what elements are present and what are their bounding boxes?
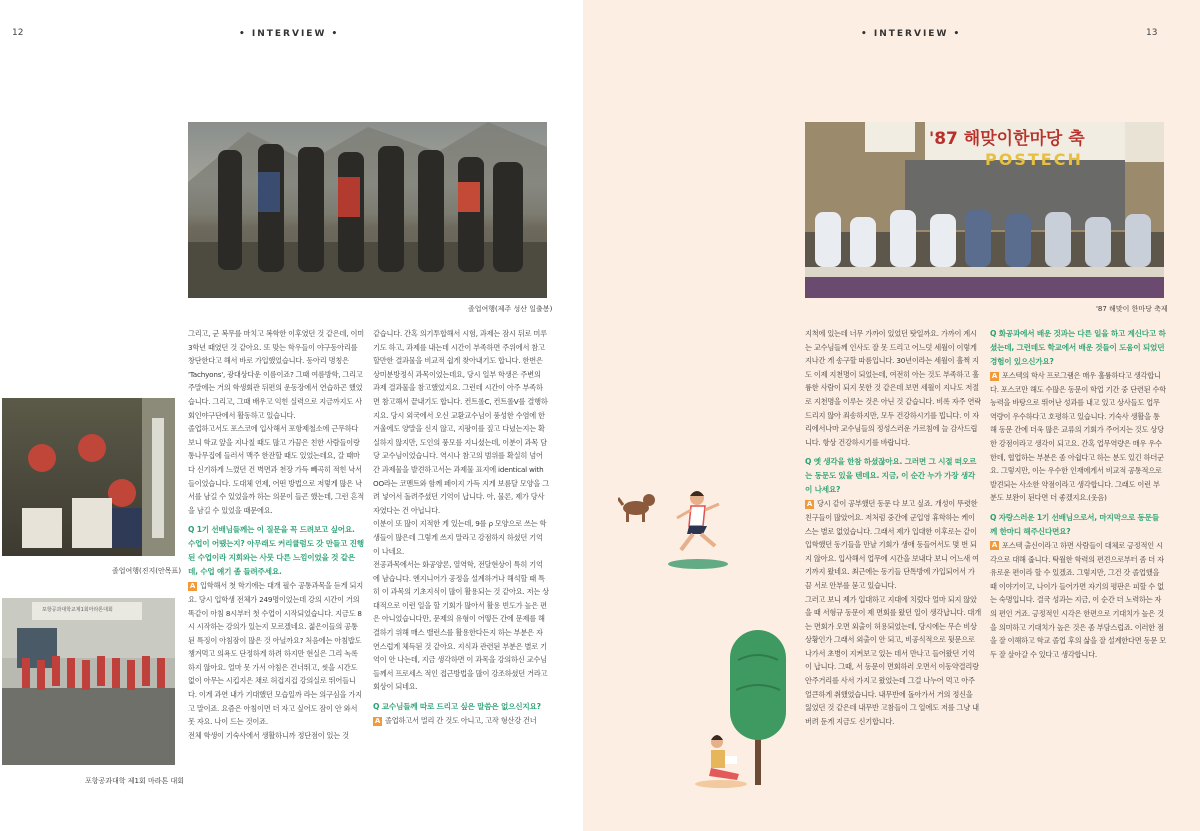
left-page (0, 0, 583, 831)
photo-caption-top: 졸업여행(제주 성산 일출봉) (468, 305, 553, 313)
answer-text: 포스텍의 학사 프로그램은 매우 훌륭하다고 생각합니다. 포스코만 해도 수많은 동문이 학업 기간 중 단련된 수학능력을 바탕으로 뛰어난 성과를 내고 있고 상사들도 업무역량이 우수하다고 호평하고 있습니다. 기숙사 생활을 통해 동문 간에 더욱 많은 교류의 기회가 주어지는 것도 상당한 강점이라고 생각이 되고요. 간혹 업무역량은 매우 우수한데, 협업하는 부분은 좀 아쉽다고 하는 분도 있긴 하더군요. 그렇지만, 이는 우수한 인재에게서 비교적 공통적으로 발견되는 사소한 약점이라고 생각합니다. 그래도 이런 부분도 보완이 된다면 더 좋겠지요.(웃음) (990, 371, 1166, 503)
right-column-1 (805, 327, 981, 797)
paragraph: 지척에 있는데 너무 가까이 있었던 탓일까요. 가까이 계시는 교수님들께 인사도 잘 못 드리고 어느덧 세월이 이렇게 지나간 게 송구할 따름입니다. 30년이라는 세월이 훌쩍 지도 이제 지천명이 되었는데, 여전히 아는 것도 부족하고 훌륭한 사람이 되지 못한 것 같은데 보면 세월이 지나도 저절로 지천명을 이루는 것은 아닌 것 같습니다. 비록 자주 연락드리지 않아 죄송하지만, 모두 건강하시기를 빕니다. 이 자리에서나마 교수님들의 정성스러운 가르침에 늘 감사드립니다. 항상 건강하시기를 바랍니다. (805, 329, 981, 447)
answer-marker-icon: A (374, 716, 381, 725)
question: Q 옛 생각을 한참 하셨잖아요. 그러면 그 시절 떠오르는 동문도 있을 텐데요. 지금, 이 순간 누가 가장 생각이 나세요? (805, 457, 977, 495)
festival-banner-sub: POSTECH (985, 150, 1083, 169)
answer (990, 539, 1166, 661)
answer (805, 497, 981, 592)
answer-text: 당시 같이 공부했던 동문 다 보고 싶죠. 개성이 뚜렷한 친구들이 많았어요. 저처럼 중간에 군입영 휴학하는 케이스는 별로 없었습니다. 그래서 제가 입대한 이후로는 같이 입학했던 동기들을 만날 기회가 생애 동들어서도 몇 번 되지 않아요. 입사해서 업무에 시간을 보내다 보니 어느새 여기까지 왔네요. 최근에는 동기들 단톡방에 가입되어서 가끔 서로 안부를 묻고 있습니다. (805, 499, 979, 590)
answer (373, 714, 549, 728)
right-page (583, 0, 1200, 831)
answer-text: 포스텍 출신이라고 하면 사람들이 대체로 긍정적인 시각으로 대해 줍니다. 탁월한 학력의 편견으로부터 좀 더 자유로운 편이라 할 수 있겠죠. 그렇지만, 그건 갓 졸업했을 때 이야기이고, 나이가 들어가면 자기의 평판은 피할 수 없는 숙명입니다. 결국 성과는 지금, 이 순간 더 노력하는 자의 편인 거죠. 긍정적인 시각은 한편으로 기대치가 높은 것을 의미하고 기대치가 높은 것은 좀 부담스럽죠. 이러한 점을 잘 이해하고 학교 졸업 후의 삶을 잘 설계한다면 동문 모두 잘 살아갈 수 있다고 생각합니다. (990, 540, 1166, 659)
question: Q 자랑스러운 1기 선배님으로서, 마지막으로 동문들께 한마디 해주신다면요? (990, 512, 1159, 536)
paragraph: 그리고, 군 복무를 마치고 복학한 이후였던 것 같은데, 이미 3학년 때였던 것 같아요. 또 맞는 학우들이 야구동아리를 창단한다고 해서 바로 가입했었습니다. 동아리 명칭은 'Tachyons', 광대상다운 이름이죠? 그때 여름방학, 그리고 주말에는 거의 학생회관 뒤편의 운동장에서 연습하곤 했었습니다. 그리고, 그때 배우고 익힌 실력으로 지금까지도 사회인야구단에서 활동하고 있습니다. (188, 329, 364, 420)
marathon-photo (2, 598, 175, 765)
answer (188, 579, 364, 729)
paragraph: 전체 학생이 기숙사에서 생활하니까 정단점이 있는 것 (188, 730, 349, 740)
paragraph: 전공과목에서는 화공양론, 열역학, 전달현상이 특히 기억에 남습니다. 엔지니어가 공정을 설계하거나 해석할 때 특히 이 과목의 기초지식이 많이 활용되는 것 같아요. 저는 상대적으로 이런 일을 할 기회가 많아서 활용 빈도가 높은 편은 아니었습니다만, 문제의 유형이 어떻든 간에 문제를 해결하기 위해 매스 밸런스를 활용한다든지 하는 부분은 자연스럽게 체득된 것 같아요. 지식과 관련된 부분은 별로 기억이 안 나는데, 지금 생각하면 이 과목을 강의하신 교수님들께서 프로세스 적인 접근방법을 많이 강조하셨던 거라고 회상이 되네요. (373, 560, 549, 692)
answer-marker-icon: A (189, 581, 196, 590)
page-number: 13 (1146, 28, 1158, 38)
question: Q 화공과에서 배운 것과는 다른 일을 하고 계신다고 하셨는데, 그런데도 학교에서 배운 것들이 도움이 되었던 경험이 있으신가요? (990, 329, 1166, 366)
section-header: • INTERVIEW • (239, 29, 340, 39)
question: Q 1기 선배님들께는 이 질문을 꼭 드려보고 싶어요. 수업이 어땠는지? 아무래도 커리큘럼도 갓 만들고 진행된 수업이라 지회와는 사뭇 다른 느낌이었을 것 같은데, 수업 얘기 좀 들려주세요. (188, 525, 364, 577)
festival-photo (805, 122, 1164, 298)
photo-caption-bottom: 포항공과대학 제1회 마라톤 대회 (85, 777, 185, 785)
runner-illustration-icon (663, 488, 733, 570)
answer-text: 입학해서 첫 학기에는 대개 필수 공통과목을 듣게 되지요. 당시 입학생 전체가 249명이었는데 강의 시간이 거의 똑같이 아침 8시부터 첫 수업이 시작되었습니다. 지금도 8시 시작하는 강의가 있는지 모르겠네요. 젊은이들의 공통된 특징이 아침잠이 많은 것 아닐까요? 처음에는 아침밥도 챙겨먹고 의욕도 단정하게 하려 하지만 현실은 그리 녹록하지 않아요. 얼마 못 가서 아침은 건너뛰고, 씻을 시간도 없이 아무는 시킵지은 채로 허겁지겁 강의실로 뛰어들니다. 이게 과연 내가 기대했던 모습일까 라는 의구심을 가지고 말이죠. 요즘은 아침이면 더 자고 싶어도 잠이 안 와서 못 자요. 나이 드는 것이죠. (188, 581, 363, 727)
right-column-2 (990, 327, 1166, 727)
answer-text: 졸업하고서 멀리 간 것도 아니고, 고작 형산강 건너 (385, 716, 537, 726)
paragraph: 그러고 보니 제가 입대하고 지대에 치렀다 얼마 되지 않았을 때 서형규 동문이 제 면회를 왔던 일이 생각납니다. 대개는 면회가 오면 외출이 허용되었는데, 당시에는 무슨 비상 상황인가 그래서 외출이 안 되고, 비공식적으로 뒷문으로 나가서 초병이 지켜보고 있는 데서 만나고 들어왔던 기억이 납니다. 그때, 서 동문이 면회하러 오면서 이동약결리랑 안주거리를 사서 가지고 왔었는데 그걸 나누어 먹고 아주 얼큰하게 취했었습니다. 내무반에 돌아가서 거의 정신을 잃었던 것 같은데 내무반 고참들이 그 일에도 저를 그냥 내버려 둔게 지금도 신기합니다. (805, 594, 981, 726)
left-column-1 (188, 327, 364, 827)
paragraph: 졸업하고서도 포스코에 입사해서 포항제철소에 근무하다 보니 학교 앞을 지나칠 때도 많고 가끔은 친한 사람들이랑 통나무집에 들러서 맥주 한잔할 때도 있었는데요, 갈 때마다 신기하게 느꼈던 건 벽면과 천장 가득 빼곡히 적힌 낙서들이었습니다. 도대체 언제, 어떤 방법으로 저렇게 많은 낙서를 남길 수 있었을까 하는 의문이 들곤 했는데, 그런 흔적을 남길 수 있었을 때문에요. (188, 424, 364, 515)
paragraph: 이분이 또 많이 지적한 게 있는데, 9를 ρ 모양으로 쓰는 학생들이 많은데 그렇게 쓰지 말라고 강점하지 하셨던 기억이 나네요. (373, 519, 547, 556)
dog-illustration-icon (618, 490, 658, 524)
section-header: • INTERVIEW • (861, 29, 962, 39)
group-photo-mid (2, 398, 175, 556)
reading-person-illustration-icon (691, 730, 751, 790)
answer-marker-icon: A (991, 541, 998, 550)
answer (990, 369, 1166, 505)
photo-caption: '87 해맞이 한마당 축제 (1096, 305, 1168, 313)
festival-banner-text: '87 해맞이한마당 축 (929, 129, 1085, 149)
photo-caption-mid: 졸업여행(진지(안목표) (112, 567, 182, 575)
answer-marker-icon: A (806, 499, 813, 508)
question: Q 교수님들께 따로 드리고 싶은 말씀은 없으신지요? (373, 702, 541, 712)
left-column-2 (373, 327, 549, 827)
marathon-banner: 포항공과대학교제1회마라톤대회 (42, 607, 113, 613)
graduation-trip-photo (188, 122, 547, 298)
answer-marker-icon: A (991, 371, 998, 380)
paragraph: 같습니다. 간혹 의기투합해서 시험, 과제는 잠시 뒤로 미루기도 하고, 과제를 내는데 시간이 부족하면 주위에서 참고할만한 결과물을 비교적 쉽게 찾아내기도 합니다. 한번은 상미분방정식 과목이었는데요, 당시 일부 학생은 주변의 과제 결과물을 참고했었지요. 그런데 시간이 아주 부족하면 참고해서 끝내기도 합니다. 컨트롤C, 컨트롤V를 결행하지요. 당시 외국에서 오신 교환교수님이 풍성한 수염에 한겨울에도 양말을 신지 않고, 지팡이를 짚고 다녔는지는 확실하지 않지만, 도인의 풍모를 지니셨는데, 이분이 과목 담당 교수님이었습니다. 역시나 참고의 범위를 확실히 넘어간 과제물을 발견하고서는 과제물 표지에 identical with OO라는 코멘트와 함께 페이지 가득 지게 보름달 모양을 그려 넣어서 돌려주셨던 기억이 납니다. 아, 물론, 제가 당사자였다는 건 아닙니다. (373, 329, 549, 515)
page-number: 12 (12, 28, 24, 38)
